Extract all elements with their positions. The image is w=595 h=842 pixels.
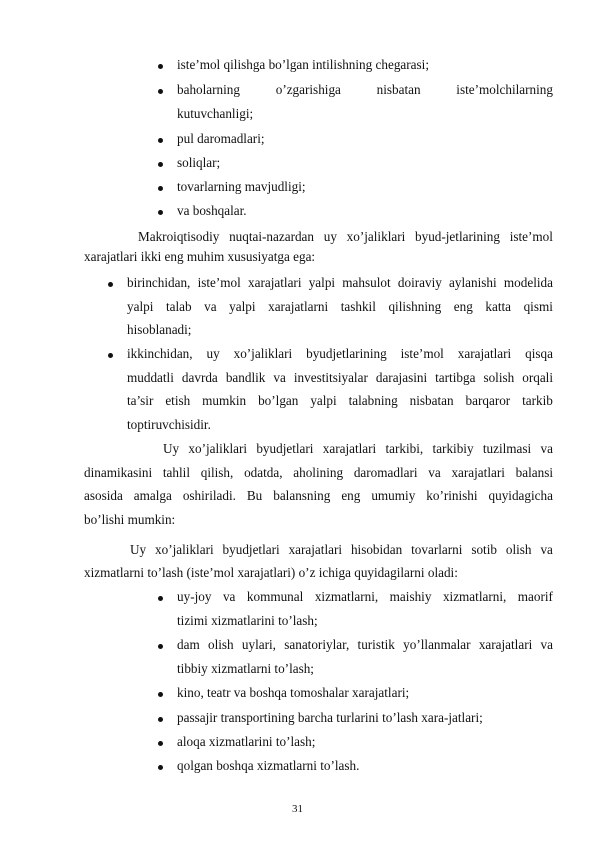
list1-bullet-icon <box>158 64 163 69</box>
word: investitsiyalar <box>293 369 368 385</box>
word: byudjetlarining <box>306 346 387 361</box>
list3-bullet-icon <box>158 692 163 697</box>
word: uy <box>206 346 220 361</box>
word: iste’mol <box>197 275 241 290</box>
word: Uy <box>163 441 180 456</box>
word: qismi <box>523 298 553 314</box>
word: bandlik <box>225 369 266 385</box>
word: Bu <box>246 488 263 503</box>
word: yalpi <box>229 298 256 314</box>
word: Makroiqtisodiy <box>138 229 220 244</box>
word: uy <box>323 229 337 244</box>
word: nisbatan <box>376 82 421 97</box>
list1-item-line: kutuvchanligi; <box>177 106 254 121</box>
word: ta’sir <box>127 393 154 408</box>
word: quyidagicha <box>488 488 553 503</box>
word: oshiriladi. <box>182 488 236 503</box>
word: yalpi <box>127 298 154 314</box>
paragraph-3-line: xizmatlarni to’lash (iste’mol xarajatlari) o’z ichiga quyidagilarni oladi: <box>84 565 458 580</box>
word: va <box>222 589 236 604</box>
list3-bullet-icon <box>158 765 163 770</box>
list1-item-line: pul daromadlari; <box>177 131 265 146</box>
word: yalpi <box>308 275 336 290</box>
word: turistik <box>357 637 395 652</box>
list1-bullet-icon <box>158 89 163 94</box>
list3-item-line <box>177 589 553 605</box>
word: yalpi <box>310 393 337 408</box>
word: katta <box>485 298 512 314</box>
paragraph-3-line <box>84 542 553 558</box>
list1-item-line: tovarlarning mavjudligi; <box>177 179 306 194</box>
list3-bullet-icon <box>158 717 163 722</box>
list1-item-line: soliqlar; <box>177 155 221 170</box>
word: ikkinchidan, <box>127 346 193 361</box>
word: byud-jetlarining <box>415 229 500 244</box>
word: iste’mol <box>509 229 553 244</box>
list3-item-line: qolgan boshqa xizmatlarni to’lash. <box>177 758 360 773</box>
word: muddatli <box>127 369 174 385</box>
word: tarkibi, <box>385 441 424 456</box>
word: talabning <box>348 393 398 408</box>
list2-item-line: toptiruvchisidir. <box>127 416 211 432</box>
list2-item-line <box>127 299 553 315</box>
word: xarajatlarni <box>268 298 329 314</box>
paragraph-1-line <box>84 229 553 245</box>
word: mumkin <box>202 393 247 408</box>
word: sanatoriylar, <box>284 637 350 652</box>
word: va <box>540 441 553 456</box>
list2-item-line <box>127 275 553 291</box>
word: etish <box>165 393 191 408</box>
word: iste’molchilarning <box>456 82 553 97</box>
word: dam <box>177 637 200 652</box>
word: tarkibiy <box>432 441 474 456</box>
word: yo’llanmalar <box>403 637 471 652</box>
list1-item-line <box>177 82 553 98</box>
word: xo’jaliklari <box>155 542 214 557</box>
paragraph-2-line: bo’lishi mumkin: <box>84 511 176 527</box>
word: va <box>540 542 553 557</box>
word: iste’mol <box>400 346 444 361</box>
word: va <box>540 637 553 652</box>
list3-item-line: kino, teatr va boshqa tomoshalar xarajatlari; <box>177 685 410 700</box>
word: nisbatan <box>409 393 454 408</box>
word: eng <box>453 298 473 314</box>
word: xarajatlari <box>478 637 533 652</box>
word: talab <box>165 298 192 314</box>
word: byudjetlari <box>222 542 280 557</box>
paragraph-2-line <box>84 488 553 504</box>
word: balansning <box>273 488 331 503</box>
word: xarajatlari <box>451 464 505 480</box>
word: doiraviy <box>397 275 442 290</box>
word: tahlil <box>162 464 190 480</box>
list2-item-line <box>127 346 553 362</box>
word: amalga <box>133 488 172 503</box>
list2-bullet-icon <box>108 282 113 287</box>
list2-bullet-icon <box>108 353 113 358</box>
list3-bullet-icon <box>158 596 163 601</box>
list3-bullet-icon <box>158 741 163 746</box>
word: xo’jaliklari <box>188 441 248 456</box>
word: uylari, <box>241 637 276 652</box>
word: solish <box>483 369 515 385</box>
list3-item-line: passajir transportining barcha turlarini to’lash xara-jatlari; <box>177 710 483 725</box>
word: aholining <box>293 464 344 480</box>
word: nuqtai-nazardan <box>229 229 315 244</box>
word: dinamikasini <box>84 464 153 480</box>
paragraph-1-line: xarajatlari ikki eng muhim xususiyatga ega: <box>84 249 316 264</box>
word: kommunal <box>246 589 304 604</box>
list1-bullet-icon <box>158 162 163 167</box>
word: balansi <box>515 464 553 480</box>
word: olish <box>207 637 234 652</box>
word: tartibga <box>435 369 476 385</box>
word: maorif <box>517 589 553 604</box>
word: sotib <box>471 542 497 557</box>
word: daromadlari <box>353 464 418 480</box>
word: xizmatlarni, <box>314 589 379 604</box>
word: asosida <box>84 488 123 503</box>
list3-bullet-icon <box>158 644 163 649</box>
list2-item-line <box>127 370 553 386</box>
word: tovarlarni <box>411 542 463 557</box>
word: xarajatlari <box>288 542 343 557</box>
word: bo’lgan <box>258 393 299 408</box>
list3-item-line: tibbiy xizmatlarni to’lash; <box>177 661 314 676</box>
word: tuzilmasi <box>482 441 532 456</box>
word: o’zgarishiga <box>275 82 341 97</box>
word: aylanishi <box>449 275 497 290</box>
word: uy-joy <box>177 589 212 604</box>
word: olish <box>505 542 532 557</box>
word: Uy <box>130 542 147 557</box>
paragraph-2-line <box>84 441 553 457</box>
page-number: 31 <box>292 803 303 815</box>
list3-item-line: tizimi xizmatlarini to’lash; <box>177 613 318 628</box>
word: eng <box>341 488 361 503</box>
word: orqali <box>522 369 553 385</box>
list2-item-line <box>127 393 553 409</box>
word: tashkil <box>340 298 376 314</box>
list3-item-line <box>177 637 553 653</box>
list3-item-line: aloqa xizmatlarini to’lash; <box>177 734 316 749</box>
word: birinchidan, <box>127 275 191 290</box>
list2-item-line: hisoblanadi; <box>127 322 192 337</box>
paragraph-2-line <box>84 465 553 481</box>
word: darajasini <box>375 369 428 385</box>
word: xarajatlari <box>248 275 302 290</box>
word: xarajatlari <box>457 346 512 361</box>
word: modelida <box>503 275 553 290</box>
word: maishiy <box>389 589 432 604</box>
word: xarajatlari <box>322 441 377 456</box>
word: xo’jaliklari <box>346 229 406 244</box>
word: tarkib <box>522 393 553 408</box>
word: mahsulot <box>342 275 391 290</box>
list1-item-line: iste’mol qilishga bo’lgan intilishning chegarasi; <box>177 57 429 72</box>
list1-bullet-icon <box>158 210 163 215</box>
word: hisobidan <box>350 542 403 557</box>
word: va <box>204 298 217 314</box>
word: qisqa <box>525 346 553 361</box>
word: byudjetlari <box>256 441 314 456</box>
word: qilishning <box>388 298 442 314</box>
word: ko’rinishi <box>426 488 478 503</box>
word: davrda <box>181 369 218 385</box>
word: xo’jaliklari <box>233 346 293 361</box>
word: baholarning <box>177 82 240 97</box>
list1-bullet-icon <box>158 186 163 191</box>
word: va <box>428 464 441 480</box>
list1-item-line: va boshqalar. <box>177 203 247 218</box>
word: barqaror <box>465 393 511 408</box>
word: xizmatlarni, <box>442 589 507 604</box>
word: qilish, <box>200 464 234 480</box>
word: va <box>273 369 286 385</box>
word: odatda, <box>244 464 283 480</box>
word: umumiy <box>371 488 416 503</box>
list1-bullet-icon <box>158 138 163 143</box>
